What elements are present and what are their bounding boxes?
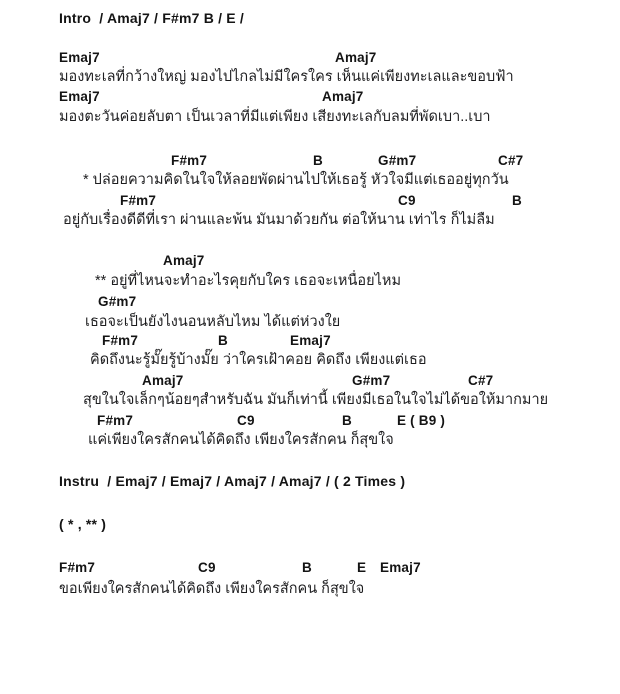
chord: Emaj7 bbox=[380, 560, 421, 575]
chord: B bbox=[218, 333, 228, 348]
chord: E ( B9 ) bbox=[397, 413, 446, 428]
chord: C#7 bbox=[468, 373, 494, 388]
chord: G#m7 bbox=[98, 294, 137, 309]
chord-line bbox=[0, 253, 620, 271]
lyric-line: มองตะวันค่อยลับตา เป็นเวลาที่มีแต่เพียง เสียงทะเลกับลมที่พัดเบา..เบา bbox=[59, 109, 491, 125]
chord: C9 bbox=[237, 413, 255, 428]
chord: Amaj7 bbox=[142, 373, 184, 388]
chord: B bbox=[302, 560, 312, 575]
chord: Emaj7 bbox=[290, 333, 331, 348]
repeat-marks-line: ( * , ** ) bbox=[59, 516, 107, 532]
lyric-line: มองทะเลที่กว้างใหญ่ มองไปไกลไม่มีใครใคร เห็นแค่เพียงทะเลและขอบฟ้า bbox=[59, 69, 514, 85]
chord: B bbox=[342, 413, 352, 428]
chord: G#m7 bbox=[352, 373, 391, 388]
lyric-line: * ปล่อยความคิดในใจให้ลอยพัดผ่านไปให้เธอรู้ หัวใจมีแต่เธออยู่ทุกวัน bbox=[83, 172, 509, 188]
chord: Amaj7 bbox=[322, 89, 364, 104]
intro-line: Intro / Amaj7 / F#m7 B / E / bbox=[59, 10, 244, 26]
lyric-line: คิดถึงนะรู้มั๊ยรู้บ้างมั๊ย ว่าใครเฝ้าคอย คิดถึง เพียงแต่เธอ bbox=[90, 352, 427, 368]
chord: F#m7 bbox=[171, 153, 208, 168]
lyric-line: ขอเพียงใครสักคนได้คิดถึง เพียงใครสักคน ก็สุขใจ bbox=[59, 581, 365, 597]
chord: F#m7 bbox=[59, 560, 96, 575]
chord-line bbox=[0, 373, 620, 391]
chord-line bbox=[0, 153, 620, 171]
chord: F#m7 bbox=[97, 413, 134, 428]
chord: Amaj7 bbox=[163, 253, 205, 268]
chord: C9 bbox=[198, 560, 216, 575]
lyric-line: อยู่กับเรื่องดีดีที่เรา ผ่านและพ้น มันมาด้วยกัน ต่อให้นาน เท่าไร ก็ไม่ลืม bbox=[63, 212, 495, 228]
lyric-line: ** อยู่ที่ไหนจะทำอะไรคุยกับใคร เธอจะเหนื่อยไหม bbox=[95, 273, 402, 289]
chord: B bbox=[512, 193, 522, 208]
chord: F#m7 bbox=[102, 333, 139, 348]
chord: E bbox=[357, 560, 367, 575]
chord: C9 bbox=[398, 193, 416, 208]
lyric-line: สุขในใจเล็กๆน้อยๆสำหรับฉัน มันก็เท่านี้ เพียงมีเธอในใจไม่ได้ขอให้มากมาย bbox=[83, 392, 549, 408]
chord: C#7 bbox=[498, 153, 524, 168]
chord-line bbox=[0, 50, 620, 68]
chord: G#m7 bbox=[378, 153, 417, 168]
lyric-line: แค่เพียงใครสักคนได้คิดถึง เพียงใครสักคน ก็สุขใจ bbox=[88, 432, 394, 448]
chord-line bbox=[0, 294, 620, 312]
chord: F#m7 bbox=[120, 193, 157, 208]
chord-line bbox=[0, 333, 620, 351]
chord: Amaj7 bbox=[335, 50, 377, 65]
chord-line bbox=[0, 413, 620, 431]
chord: Emaj7 bbox=[59, 89, 100, 104]
chord-line bbox=[0, 193, 620, 211]
lyric-line: เธอจะเป็นยังไงนอนหลับไหม ได้แต่ห่วงใย bbox=[85, 314, 341, 330]
chord-line bbox=[0, 89, 620, 107]
chord: B bbox=[313, 153, 323, 168]
chord-line bbox=[0, 560, 620, 578]
chord: Emaj7 bbox=[59, 50, 100, 65]
instru-line: Instru / Emaj7 / Emaj7 / Amaj7 / Amaj7 / ( 2 Times ) bbox=[59, 473, 406, 489]
